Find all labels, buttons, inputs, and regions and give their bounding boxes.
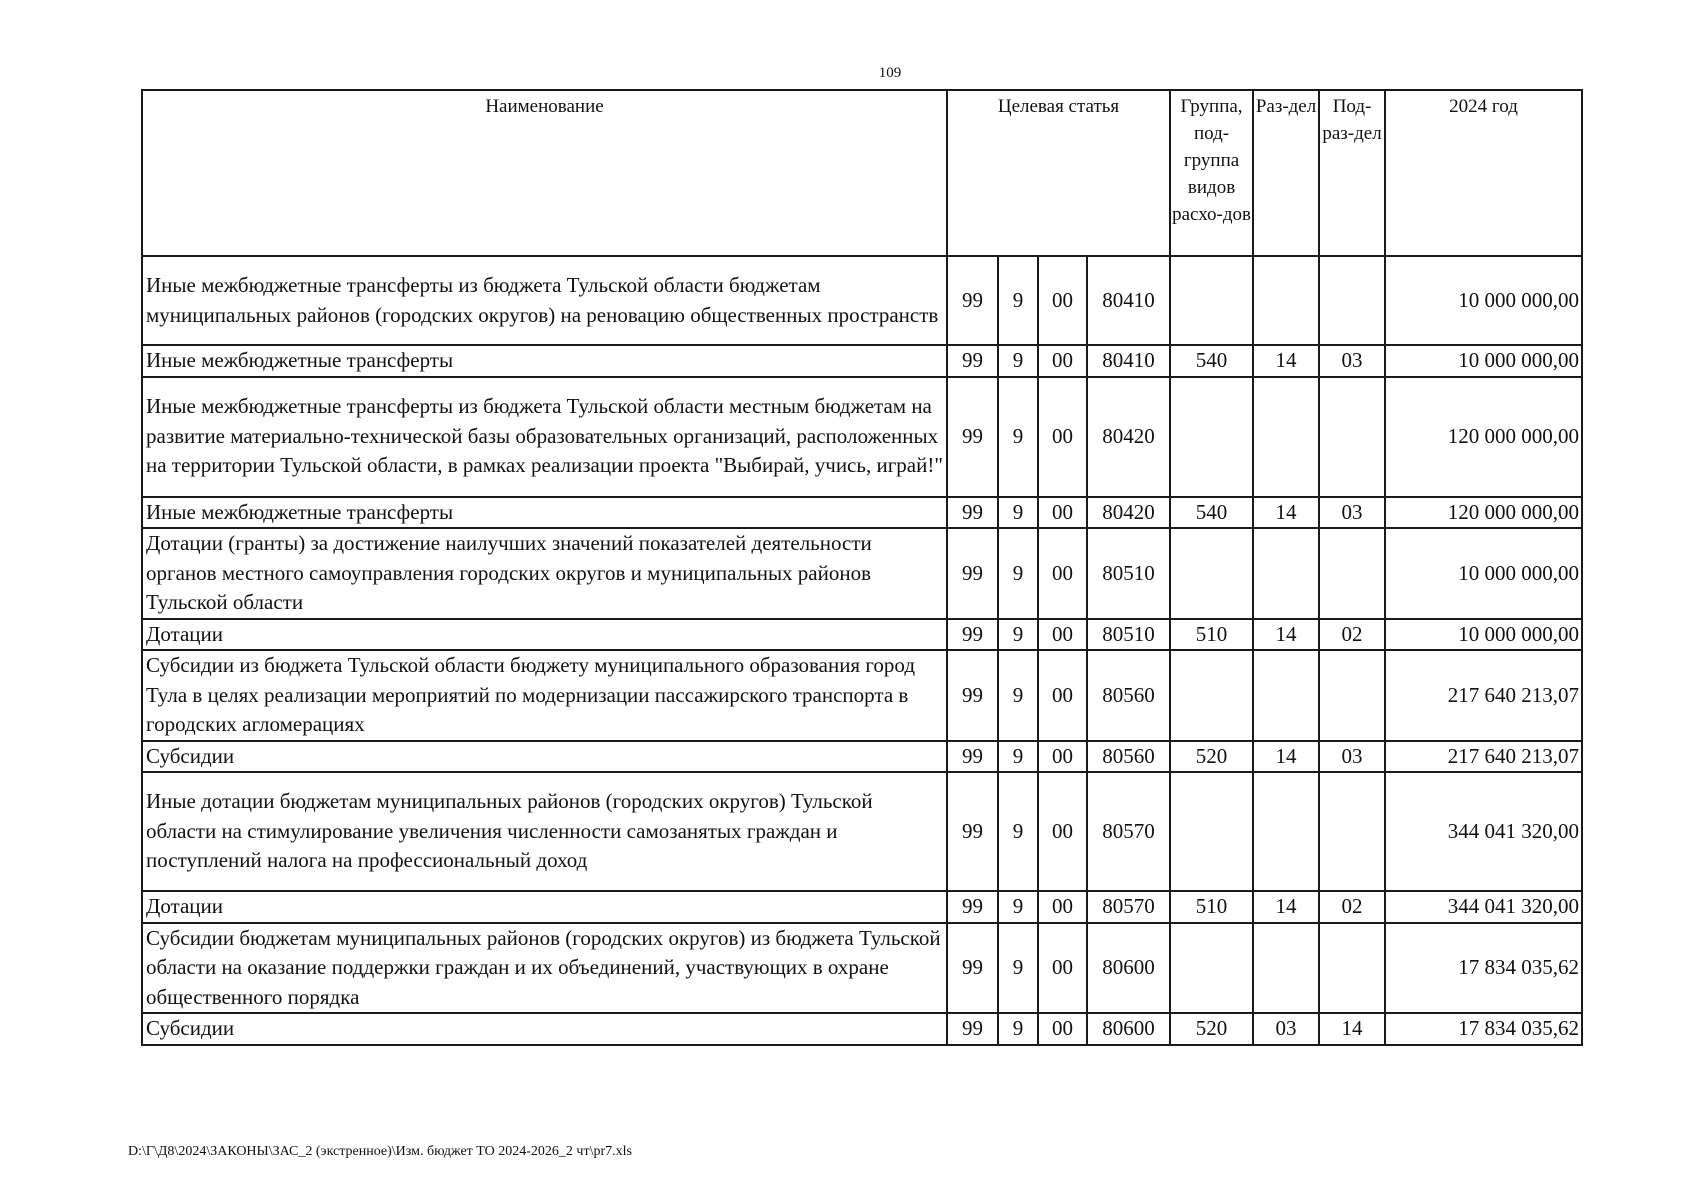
target-code-2: 9 <box>998 650 1038 741</box>
section-value <box>1253 256 1319 345</box>
expense-group-value: 540 <box>1170 497 1253 529</box>
target-code-3: 00 <box>1038 1013 1087 1045</box>
section-value <box>1253 772 1319 891</box>
target-code-4: 80560 <box>1087 741 1170 773</box>
target-code-2: 9 <box>998 619 1038 651</box>
row-name: Иные межбюджетные трансферты <box>142 345 947 377</box>
section-value <box>1253 377 1319 497</box>
table-row <box>142 528 1582 619</box>
target-code-4: 80510 <box>1087 619 1170 651</box>
target-code-4: 80600 <box>1087 923 1170 1014</box>
subsection-value: 03 <box>1319 741 1385 773</box>
target-code-1: 99 <box>947 741 998 773</box>
target-code-2: 9 <box>998 528 1038 619</box>
footer-file-path: D:\Г\Д8\2024\ЗАКОНЫ\ЗАС_2 (экстренное)\Изм. бюджет ТО 2024-2026_2 чт\pr7.xls <box>128 1144 632 1159</box>
target-code-4: 80420 <box>1087 497 1170 529</box>
budget-table <box>141 89 1583 1046</box>
section-value: 14 <box>1253 891 1319 923</box>
target-code-4: 80410 <box>1087 256 1170 345</box>
expense-group-value <box>1170 256 1253 345</box>
table-row <box>142 377 1582 497</box>
amount-value: 344 041 320,00 <box>1385 891 1582 923</box>
expense-group-value: 520 <box>1170 1013 1253 1045</box>
target-code-3: 00 <box>1038 741 1087 773</box>
table-row <box>142 619 1582 651</box>
target-code-2: 9 <box>998 891 1038 923</box>
amount-value: 217 640 213,07 <box>1385 650 1582 741</box>
row-name: Иные межбюджетные трансферты <box>142 497 947 529</box>
target-code-1: 99 <box>947 256 998 345</box>
row-name: Субсидии из бюджета Тульской области бюджету муниципального образования город Тула в целях реализации мероприятий по модернизации пассажирского транспорта в городских агломерациях <box>142 650 947 741</box>
target-code-2: 9 <box>998 923 1038 1014</box>
subsection-value <box>1319 772 1385 891</box>
header-section: Раз-дел <box>1253 90 1319 256</box>
target-code-1: 99 <box>947 923 998 1014</box>
target-code-3: 00 <box>1038 772 1087 891</box>
amount-value: 217 640 213,07 <box>1385 741 1582 773</box>
subsection-value <box>1319 256 1385 345</box>
target-code-4: 80570 <box>1087 772 1170 891</box>
row-name: Дотации <box>142 891 947 923</box>
section-value: 14 <box>1253 497 1319 529</box>
target-code-2: 9 <box>998 377 1038 497</box>
target-code-3: 00 <box>1038 377 1087 497</box>
section-value: 14 <box>1253 619 1319 651</box>
target-code-3: 00 <box>1038 345 1087 377</box>
target-code-1: 99 <box>947 1013 998 1045</box>
section-value: 14 <box>1253 741 1319 773</box>
target-code-1: 99 <box>947 772 998 891</box>
row-name: Субсидии бюджетам муниципальных районов (городских округов) из бюджета Тульской области на оказание поддержки граждан и их объединений, участвующих в охране общественного порядка <box>142 923 947 1014</box>
row-name: Иные дотации бюджетам муниципальных районов (городских округов) Тульской области на стимулирование увеличения численности самозанятых граждан и поступлений налога на профессиональный доход <box>142 772 947 891</box>
target-code-4: 80510 <box>1087 528 1170 619</box>
subsection-value <box>1319 528 1385 619</box>
header-target-article: Целевая статья <box>947 90 1170 256</box>
target-code-2: 9 <box>998 1013 1038 1045</box>
target-code-1: 99 <box>947 377 998 497</box>
target-code-4: 80410 <box>1087 345 1170 377</box>
row-name: Субсидии <box>142 741 947 773</box>
subsection-value: 02 <box>1319 891 1385 923</box>
row-name: Дотации <box>142 619 947 651</box>
target-code-4: 80560 <box>1087 650 1170 741</box>
target-code-4: 80600 <box>1087 1013 1170 1045</box>
amount-value: 10 000 000,00 <box>1385 528 1582 619</box>
section-value <box>1253 923 1319 1014</box>
target-code-2: 9 <box>998 345 1038 377</box>
amount-value: 17 834 035,62 <box>1385 1013 1582 1045</box>
target-code-1: 99 <box>947 650 998 741</box>
subsection-value: 14 <box>1319 1013 1385 1045</box>
table-row <box>142 1013 1582 1045</box>
expense-group-value <box>1170 528 1253 619</box>
expense-group-value <box>1170 377 1253 497</box>
section-value: 03 <box>1253 1013 1319 1045</box>
target-code-3: 00 <box>1038 497 1087 529</box>
subsection-value <box>1319 650 1385 741</box>
target-code-2: 9 <box>998 497 1038 529</box>
expense-group-value: 540 <box>1170 345 1253 377</box>
section-value <box>1253 528 1319 619</box>
target-code-3: 00 <box>1038 528 1087 619</box>
amount-value: 17 834 035,62 <box>1385 923 1582 1014</box>
target-code-4: 80570 <box>1087 891 1170 923</box>
table-row <box>142 891 1582 923</box>
expense-group-value <box>1170 650 1253 741</box>
header-row <box>142 90 1582 256</box>
header-name: Наименование <box>142 90 947 256</box>
target-code-3: 00 <box>1038 923 1087 1014</box>
target-code-2: 9 <box>998 741 1038 773</box>
table-row <box>142 923 1582 1014</box>
table-row <box>142 650 1582 741</box>
section-value <box>1253 650 1319 741</box>
subsection-value: 03 <box>1319 345 1385 377</box>
target-code-1: 99 <box>947 619 998 651</box>
header-year: 2024 год <box>1385 90 1582 256</box>
amount-value: 10 000 000,00 <box>1385 256 1582 345</box>
row-name: Иные межбюджетные трансферты из бюджета Тульской области бюджетам муниципальных районов (городских округов) на реновацию общественных пространств <box>142 256 947 345</box>
subsection-value <box>1319 923 1385 1014</box>
amount-value: 344 041 320,00 <box>1385 772 1582 891</box>
table-row <box>142 772 1582 891</box>
amount-value: 10 000 000,00 <box>1385 619 1582 651</box>
expense-group-value: 520 <box>1170 741 1253 773</box>
amount-value: 120 000 000,00 <box>1385 377 1582 497</box>
subsection-value: 02 <box>1319 619 1385 651</box>
target-code-1: 99 <box>947 497 998 529</box>
table-row <box>142 345 1582 377</box>
header-expense-group: Группа, под-группа видов расхо-дов <box>1170 90 1253 256</box>
target-code-1: 99 <box>947 891 998 923</box>
table-row <box>142 497 1582 529</box>
page-number: 109 <box>878 65 902 81</box>
section-value: 14 <box>1253 345 1319 377</box>
target-code-4: 80420 <box>1087 377 1170 497</box>
target-code-3: 00 <box>1038 256 1087 345</box>
expense-group-value <box>1170 923 1253 1014</box>
target-code-3: 00 <box>1038 650 1087 741</box>
amount-value: 120 000 000,00 <box>1385 497 1582 529</box>
header-subsection: Под-раз-дел <box>1319 90 1385 256</box>
target-code-1: 99 <box>947 528 998 619</box>
row-name: Иные межбюджетные трансферты из бюджета Тульской области местным бюджетам на развитие материально-технической базы образовательных организаций, расположенных на территории Тульской области, в рамках реализации проекта "Выбирай, учись, играй!" <box>142 377 947 497</box>
subsection-value: 03 <box>1319 497 1385 529</box>
expense-group-value <box>1170 772 1253 891</box>
target-code-3: 00 <box>1038 619 1087 651</box>
target-code-3: 00 <box>1038 891 1087 923</box>
table-row <box>142 256 1582 345</box>
subsection-value <box>1319 377 1385 497</box>
expense-group-value: 510 <box>1170 891 1253 923</box>
target-code-1: 99 <box>947 345 998 377</box>
amount-value: 10 000 000,00 <box>1385 345 1582 377</box>
target-code-2: 9 <box>998 256 1038 345</box>
target-code-2: 9 <box>998 772 1038 891</box>
row-name: Дотации (гранты) за достижение наилучших значений показателей деятельности органов местного самоуправления городских округов и муниципальных районов Тульской области <box>142 528 947 619</box>
row-name: Субсидии <box>142 1013 947 1045</box>
table-row <box>142 741 1582 773</box>
expense-group-value: 510 <box>1170 619 1253 651</box>
